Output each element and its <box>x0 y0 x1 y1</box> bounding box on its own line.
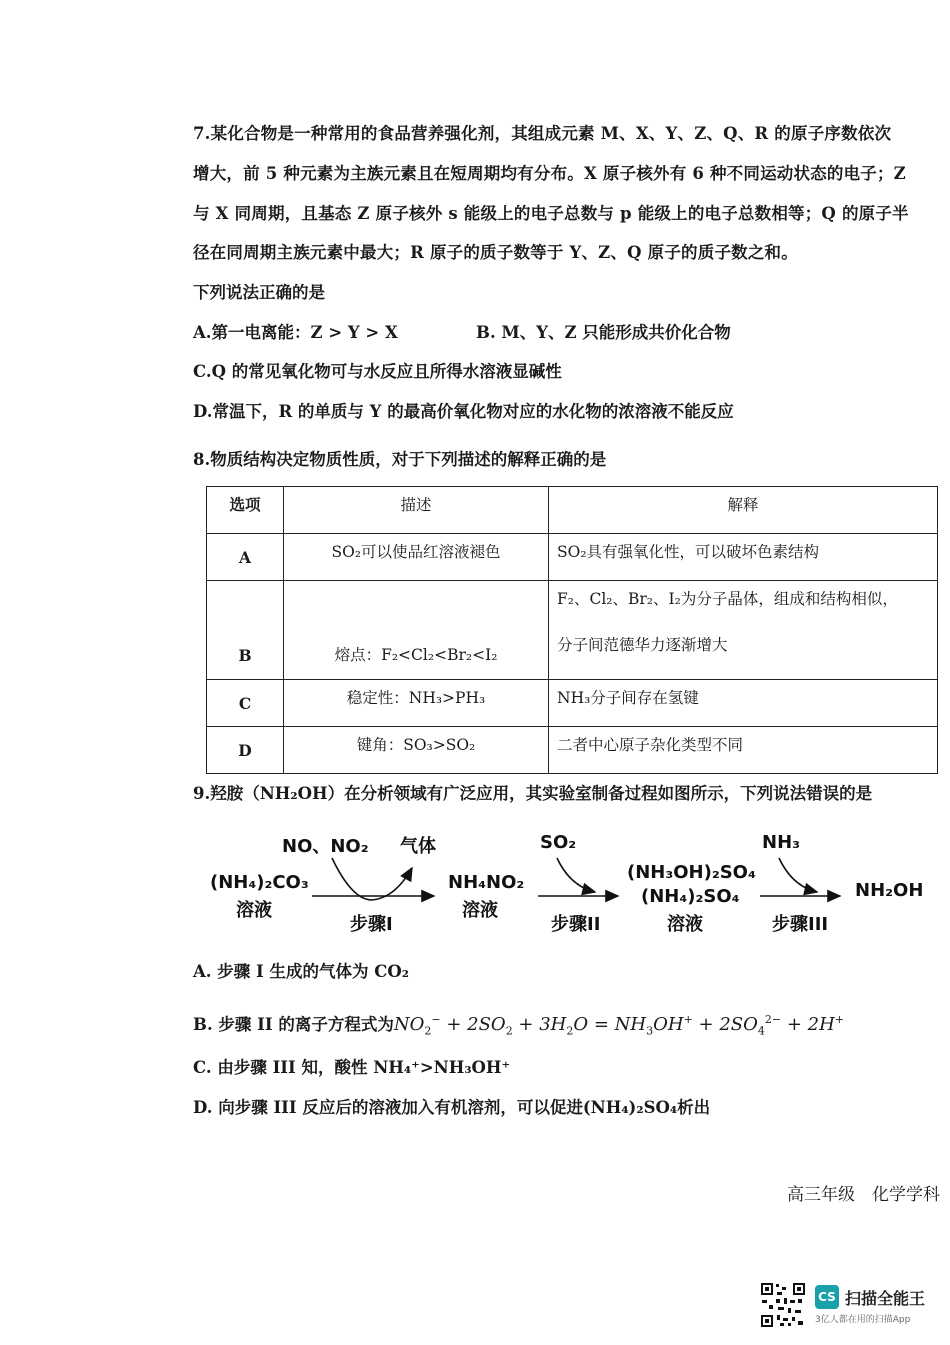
q7-option-a: A.第一电离能：Z > Y > X <box>193 323 398 342</box>
row-description: 键角：SO₃>SO₂ <box>284 727 549 774</box>
qr-code-icon <box>760 1282 806 1328</box>
row-explanation: NH₃分子间存在氢键 <box>549 680 938 727</box>
header-explanation: 解释 <box>549 487 938 534</box>
step3-label: 步骤III <box>772 914 829 935</box>
q7-line-4: 径在同周期主族元素中最大；R 原子的质子数等于 Y、Z、Q 原子的质子数之和。 <box>193 243 798 262</box>
reagent-nh3: NH₃ <box>762 832 801 853</box>
row-option: A <box>207 534 284 581</box>
q9-option-d: D. 向步骤 III 反应后的溶液加入有机溶剂，可以促进(NH₄)₂SO₄析出 <box>193 1098 711 1117</box>
q7-option-b: B. M、Y、Z 只能形成共价化合物 <box>476 323 731 342</box>
row-explanation-line-2: 分子间范德华力逐渐增大 <box>557 636 728 654</box>
row-option: C <box>207 680 284 727</box>
mid2-solution: 溶液 <box>667 914 703 935</box>
row-explanation-line-1: F₂、Cl₂、Br₂、I₂为分子晶体，组成和结构相似， <box>557 590 898 608</box>
ionic-equation: $NO_2^- + 2SO_2 + 3H_2O = NH_3OH^+ + 2SO_4^{2-} + 2H^+$ <box>393 1013 844 1038</box>
product-compound: NH₂OH <box>855 880 924 901</box>
row-description: 熔点：F₂<Cl₂<Br₂<I₂ <box>284 581 549 680</box>
q9-stem: 9.羟胺（NH₂OH）在分析领域有广泛应用，其实验室制备过程如图所示，下列说法错误的是 <box>193 784 873 803</box>
step2-label: 步骤II <box>551 914 601 935</box>
row-description: 稳定性：NH₃>PH₃ <box>284 680 549 727</box>
header-option: 选项 <box>207 487 284 534</box>
scanner-subtitle: 3亿人都在用的扫描App <box>815 1315 911 1325</box>
mid1-compound: NH₄NO₂ <box>448 872 525 893</box>
q9-option-a: A. 步骤 I 生成的气体为 CO₂ <box>193 962 409 981</box>
q7-prompt: 下列说法正确的是 <box>193 283 325 302</box>
row-description: SO₂可以使品红溶液褪色 <box>284 534 549 581</box>
q9-option-c: C. 由步骤 III 知，酸性 NH₄⁺>NH₃OH⁺ <box>193 1058 511 1077</box>
mid1-solution: 溶液 <box>462 900 498 921</box>
row-explanation: 二者中心原子杂化类型不同 <box>549 727 938 774</box>
row-option: D <box>207 727 284 774</box>
camscanner-logo-icon: CS <box>815 1285 839 1309</box>
q9-option-b <box>193 1009 844 1043</box>
step1-label: 步骤I <box>350 914 393 935</box>
q7-line-2: 增大，前 5 种元素为主族元素且在短周期均有分布。X 原子核外有 6 种不同运动状态的电子；Z <box>193 164 906 183</box>
row-option: B <box>207 581 284 680</box>
q7-option-d: D.常温下，R 的单质与 Y 的最高价氧化物对应的水化物的浓溶液不能反应 <box>193 402 734 421</box>
q9-option-b-prefix: B. 步骤 II 的离子方程式为 <box>193 1015 394 1034</box>
mid2-compound-b: (NH₄)₂SO₄ <box>641 886 740 907</box>
reagent-no-no2: NO、NO₂ <box>282 836 369 857</box>
step1-curve-arrow <box>332 858 412 900</box>
start-solution: 溶液 <box>236 900 272 921</box>
mid2-compound-a: (NH₃OH)₂SO₄ <box>627 862 756 883</box>
q7-line-3: 与 X 同周期，且基态 Z 原子核外 s 能级上的电子总数与 p 能级上的电子总数相等；Q 的原子半 <box>193 204 909 223</box>
footer-subject: 高三年级 化学学科 <box>787 1185 940 1205</box>
step3-curve-arrow <box>779 858 817 892</box>
q7-option-c: C.Q 的常见氧化物可与水反应且所得水溶液显碱性 <box>193 362 562 381</box>
gas-label: 气体 <box>400 836 436 857</box>
q8-stem: 8.物质结构决定物质性质，对于下列描述的解释正确的是 <box>193 450 607 469</box>
step2-curve-arrow <box>557 858 595 892</box>
row-explanation: SO₂具有强氧化性，可以破坏色素结构 <box>549 534 938 581</box>
reagent-so2: SO₂ <box>540 832 577 853</box>
scanner-title: 扫描全能王 <box>845 1289 926 1308</box>
header-description: 描述 <box>284 487 549 534</box>
q7-line-1: 7.某化合物是一种常用的食品营养强化剂，其组成元素 M、X、Y、Z、Q、R 的原子序数依次 <box>193 124 892 143</box>
start-compound: (NH₄)₂CO₃ <box>210 872 309 893</box>
